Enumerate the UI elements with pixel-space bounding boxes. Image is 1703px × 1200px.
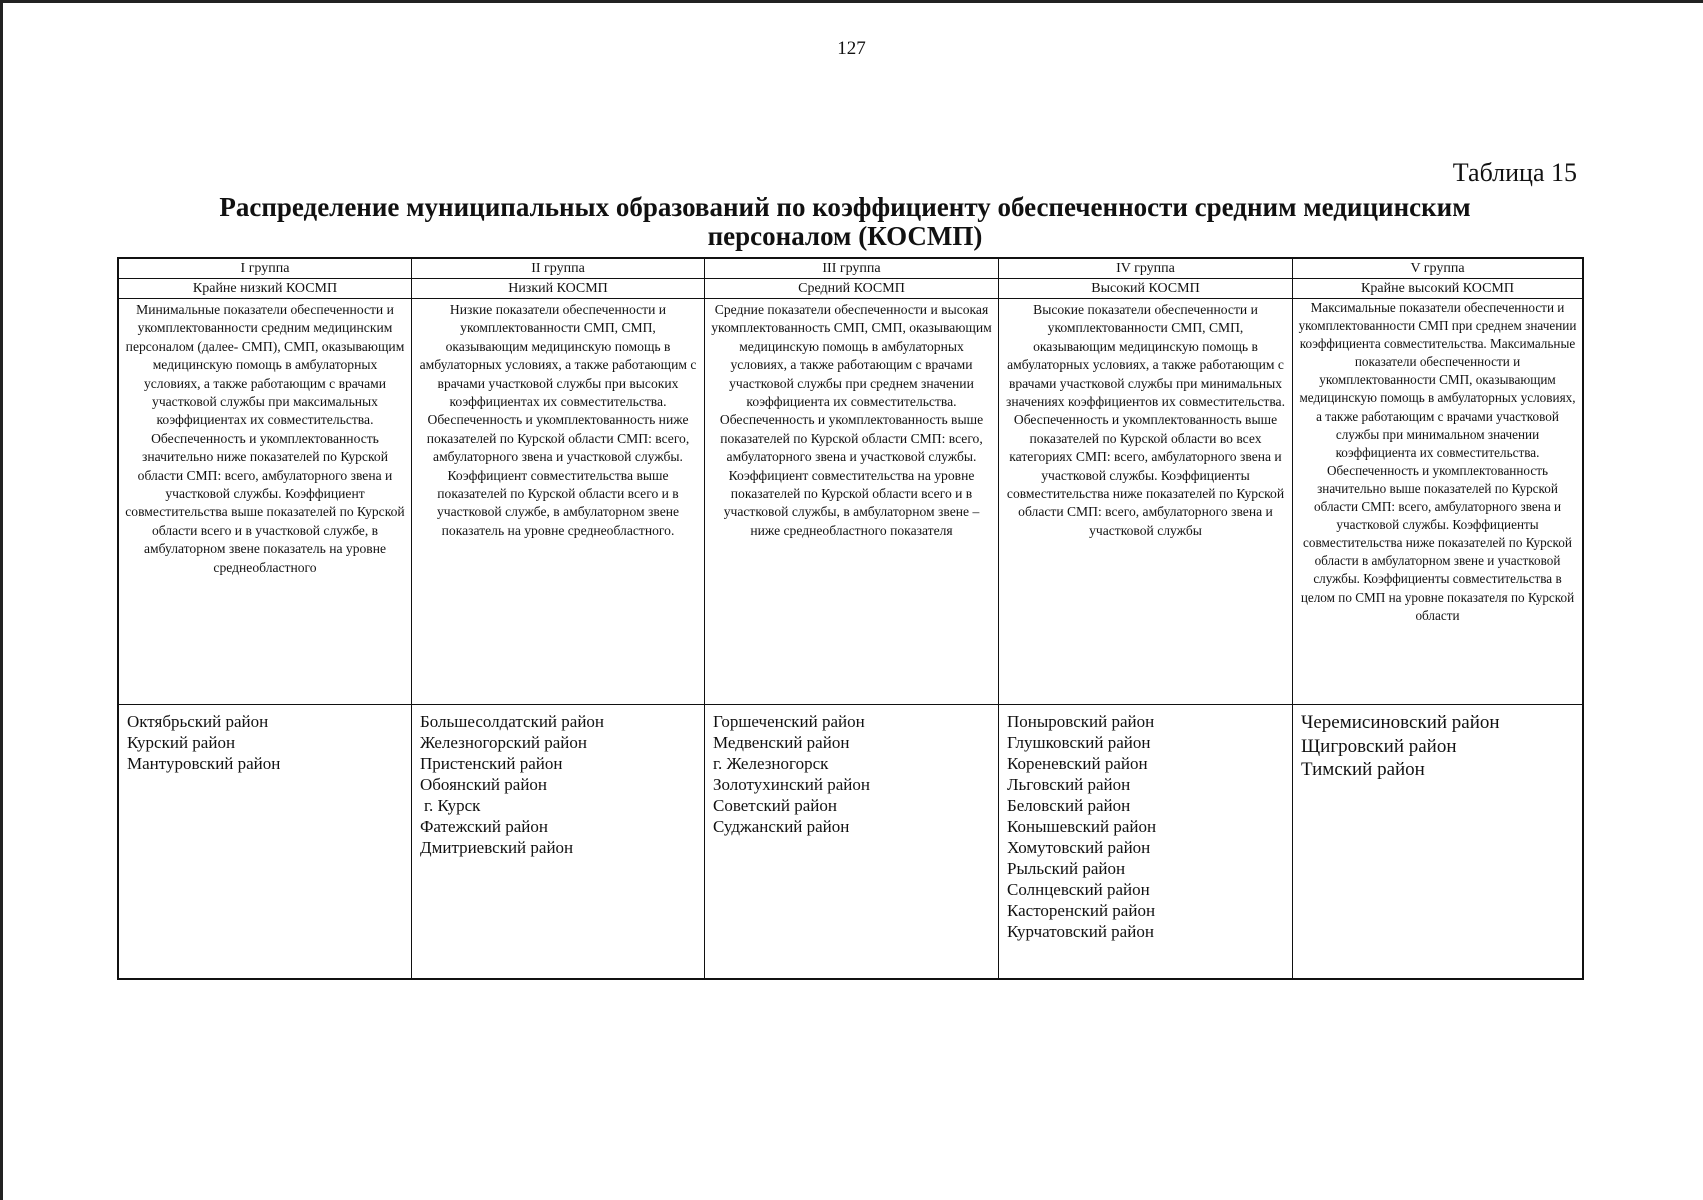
district-item: Касторенский район xyxy=(1007,901,1156,920)
district-item: г. Курск xyxy=(424,796,481,815)
kosmp-table xyxy=(117,257,1584,980)
district-item: Курский район xyxy=(127,733,236,752)
district-item: Обоянский район xyxy=(420,775,548,794)
district-list xyxy=(1293,705,1582,978)
district-item: г. Железногорск xyxy=(713,754,829,773)
district-item: Советский район xyxy=(713,796,837,815)
group-name: I группа xyxy=(119,259,411,279)
district-item: Поныровский район xyxy=(1007,712,1155,731)
table-column-group-4 xyxy=(999,259,1293,978)
group-level: Высокий КОСМП xyxy=(999,279,1292,299)
document-title: Распределение муниципальных образований по коэффициенту обеспеченности средним медицинским персоналом (КОСМП) xyxy=(219,192,1471,251)
district-item: Железногорский район xyxy=(420,733,588,752)
scan-edge-left xyxy=(0,0,3,1200)
district-item: Мантуровский район xyxy=(127,754,281,773)
group-description: Низкие показатели обеспеченности и укомплектованности СМП, СМП, оказывающим медицинскую помощь в амбулаторных условиях, а также работающим с врачами участковой службы при высоких коэффициентах их совместительства. Обеспеченность и укомплектованность ниже показателей по Курской области СМП: всего, амбулаторного звена и участковой службы. Коэффициент совместительства выше показателей по Курской области всего и в участковой службе, в амбулаторном звене показатель на уровне среднеобластного. xyxy=(412,299,704,705)
district-item: Черемисиновский район xyxy=(1301,712,1500,733)
district-item: Солнцевский район xyxy=(1007,880,1150,899)
district-item: Золотухинский район xyxy=(713,775,870,794)
group-name: IV группа xyxy=(999,259,1292,279)
district-item: Медвенский район xyxy=(713,733,850,752)
district-list xyxy=(705,705,998,978)
district-item: Пристенский район xyxy=(420,754,563,773)
district-item: Конышевский район xyxy=(1007,817,1157,836)
group-description: Средние показатели обеспеченности и высокая укомплектованность СМП, СМП, оказывающим медицинскую помощь в амбулаторных условиях, а также работающим с врачами участковой службы при среднем значении коэффициента их совместительства. Обеспеченность и укомплектованность выше показателей по Курской области СМП: всего, амбулаторного звена и участковой службы. Коэффициент совместительства на уровне показателей по Курской области всего и в участковой службы, в амбулаторном звене – ниже среднеобластного показателя xyxy=(705,299,998,705)
table-column-group-3 xyxy=(705,259,999,978)
group-level: Крайне высокий КОСМП xyxy=(1293,279,1582,299)
district-item: Щигровский район xyxy=(1301,735,1457,757)
district-list xyxy=(999,705,1292,978)
district-item: Рыльский район xyxy=(1007,859,1126,878)
scan-edge-top xyxy=(0,0,1703,3)
district-item: Глушковский район xyxy=(1007,733,1151,752)
district-item: Дмитриевский район xyxy=(420,838,574,857)
district-item: Большесолдатский район xyxy=(420,712,605,731)
group-name: III группа xyxy=(705,259,998,279)
table-column-group-5 xyxy=(1293,259,1582,978)
group-description: Минимальные показатели обеспеченности и укомплектованности средним медицинским персоналом (далее- СМП), СМП, оказывающим медицинскую помощь в амбулаторных условиях, а также работающим с врачами участковой службы при максимальных коэффициентах их совместительства. Обеспеченность и укомплектованность значительно ниже показателей по Курской области СМП: всего, амбулаторного звена и участковой службы. Коэффициент совместительства выше показателей по Курской области всего и в участковой службе, в амбулаторном звене показатель на уровне среднеобластного xyxy=(119,299,411,705)
group-name: V группа xyxy=(1293,259,1582,279)
district-list xyxy=(412,705,704,978)
table-column-group-2 xyxy=(412,259,705,978)
district-list xyxy=(119,705,411,978)
district-item: Льговский район xyxy=(1007,775,1131,794)
page-number: 127 xyxy=(837,38,866,59)
district-item: Фатежский район xyxy=(420,817,548,836)
table-label: Таблица 15 xyxy=(1452,158,1577,187)
group-level: Крайне низкий КОСМП xyxy=(119,279,411,299)
district-item: Кореневский район xyxy=(1007,754,1148,773)
district-item: Тимский район xyxy=(1301,759,1425,780)
district-item: Беловский район xyxy=(1007,796,1131,815)
district-item: Суджанский район xyxy=(713,817,850,836)
district-item: Хомутовский район xyxy=(1007,838,1151,857)
group-level: Средний КОСМП xyxy=(705,279,998,299)
district-item: Октябрьский район xyxy=(127,712,269,731)
group-description: Максимальные показатели обеспеченности и укомплектованности СМП при среднем значении коэффициента совместительства. Максимальные показатели обеспеченности и укомплектованности СМП, оказывающим медицинскую помощь в амбулаторных условиях, а также работающим с врачами участковой службы при минимальном значении коэффициента их совместительства. Обеспеченность и укомплектованность значительно выше показателей по Курской области СМП: всего, амбулаторного звена и участковой службы. Коэффициенты совместительства ниже показателей по Курской области в амбулаторном звене и участковой службы. Коэффициенты совместительства в целом по СМП на уровне показателя по Курской области xyxy=(1293,299,1582,705)
group-name: II группа xyxy=(412,259,704,279)
group-level: Низкий КОСМП xyxy=(412,279,704,299)
district-item: Курчатовский район xyxy=(1007,922,1154,941)
table-column-group-1 xyxy=(119,259,412,978)
group-description: Высокие показатели обеспеченности и укомплектованности СМП, СМП, оказывающим медицинскую помощь в амбулаторных условиях, а также работающим с врачами участковой службы при минимальных значениях коэффициентов их совместительства. Обеспеченность и укомплектованность выше показателей по Курской области во всех категориях СМП: всего, амбулаторного звена и участковой службы. Коэффициенты совместительства ниже показателей по Курской области СМП: всего, амбулаторного звена и участковой службы xyxy=(999,299,1292,705)
district-item: Горшеченский район xyxy=(713,712,865,731)
